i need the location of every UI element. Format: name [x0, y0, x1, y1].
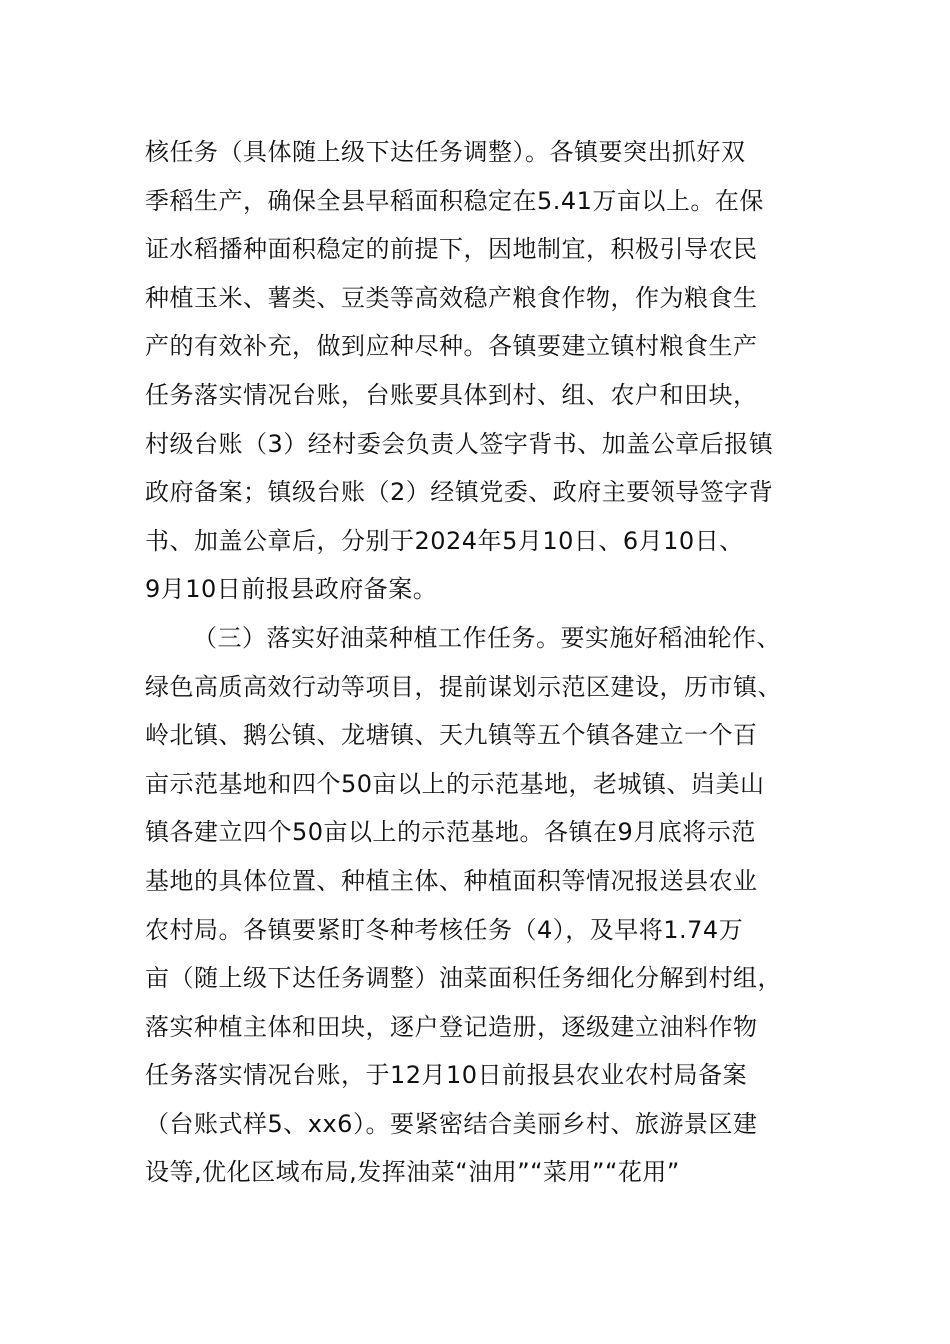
text-line: 9月10日前报县政府备案。 — [145, 575, 438, 604]
text-line: 产的有效补充，做到应种尽种。各镇要建立镇村粮食生产 — [145, 332, 758, 361]
text-line: 岭北镇、鹅公镇、龙塘镇、天九镇等五个镇各建立一个百 — [145, 721, 758, 750]
section-heading-line: （三）落实好油菜种植工作任务。要实施好稻油轮作、 — [193, 623, 781, 652]
text-line: 落实种植主体和田块，逐户登记造册，逐级建立油料作物 — [145, 1012, 758, 1041]
body-text — [145, 128, 807, 1197]
text-line: 季稻生产，确保全县早稻面积稳定在5.41万亩以上。在保 — [145, 186, 764, 215]
text-line: 政府备案；镇级台账（2）经镇党委、政府主要领导签字背 — [145, 478, 774, 507]
text-line: 农村局。各镇要紧盯冬种考核任务（4），及早将1.74万 — [145, 915, 744, 944]
text-line: 设等,优化区域布局,发挥油菜“油用”“菜用”“花用” — [145, 1158, 680, 1187]
text-line: 镇各建立四个50亩以上的示范基地。各镇在9月底将示范 — [145, 818, 756, 847]
text-line: 绿色高质高效行动等项目，提前谋划示范区建设，历市镇、 — [145, 672, 782, 701]
text-line: 书、加盖公章后，分别于2024年5月10日、6月10日、 — [145, 526, 744, 555]
text-line: 基地的具体位置、种植主体、种植面积等情况报送县农业 — [145, 866, 758, 895]
text-line: 证水稻播种面积稳定的前提下，因地制宜，积极引导农民 — [145, 235, 758, 264]
text-line: 亩示范基地和四个50亩以上的示范基地，老城镇、岿美山 — [145, 769, 765, 798]
text-line: 种植玉米、薯类、豆类等高效稳产粮食作物，作为粮食生 — [145, 283, 758, 312]
text-line: 任务落实情况台账，台账要具体到村、组、农户和田块， — [145, 380, 758, 409]
text-line: （台账式样5、xx6）。要紧密结合美丽乡村、旅游景区建 — [145, 1109, 758, 1138]
text-line: 任务落实情况台账，于12月10日前报县农业农村局备案 — [145, 1061, 748, 1090]
text-line: 亩（随上级下达任务调整）油菜面积任务细化分解到村组， — [145, 964, 782, 993]
text-line: 村级台账（3）经村委会负责人签字背书、加盖公章后报镇 — [145, 429, 774, 458]
text-line: 核任务（具体随上级下达任务调整）。各镇要突出抓好双 — [145, 138, 746, 166]
